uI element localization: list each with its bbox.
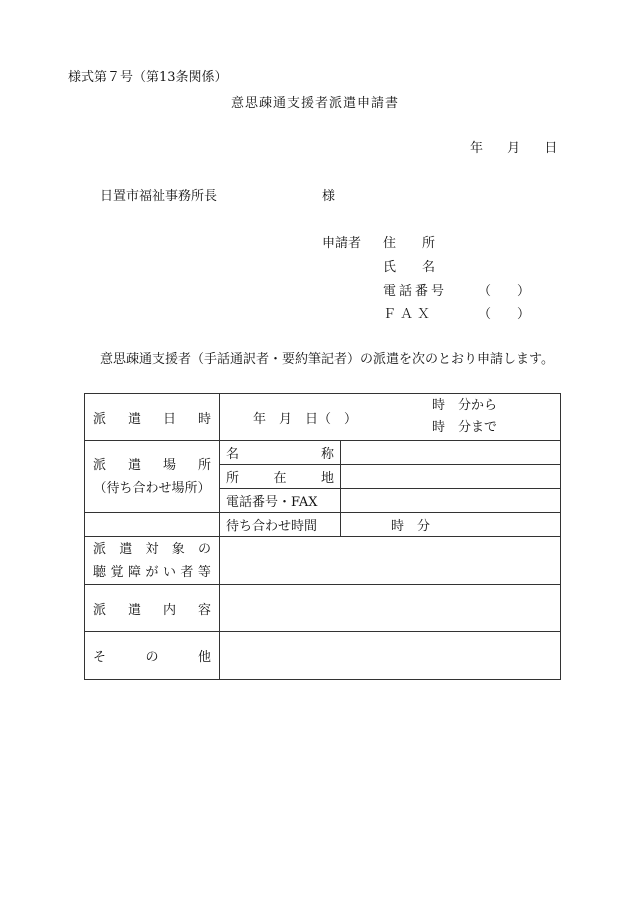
other-value-cell[interactable] [220,632,561,680]
name-label: 氏 名 [383,260,436,275]
meeting-time-value: 時 分 [391,519,431,534]
target-label-2: 聴 覚 障 が い 者 等 [93,564,211,580]
table-row-target [85,537,561,585]
date-day: 日 [544,141,558,156]
time-to: 時 分まで [432,420,498,435]
addressee: 日置市福祉事務所長 [100,189,218,204]
application-table [84,393,561,680]
date-line [470,137,557,156]
phone-paren: （ ） [478,284,531,299]
datetime-label-cell [85,394,220,441]
honorific: 様 [322,189,336,204]
location-sub-cell [220,465,341,489]
meeting-time-sub-cell [220,513,341,537]
name-sub-cell [220,441,341,465]
fax-label: ＦＡＸ [383,307,435,322]
datetime-label: 派 遣 日 時 [93,411,211,427]
document-title: 意思疎通支援者派遣申請書 [230,96,399,111]
fax-paren: （ ） [478,307,531,322]
form-number: 様式第７号（第13条関係） [68,70,228,85]
table-row-datetime [85,394,561,441]
phone-label: 電話番号 [383,284,448,299]
place-label-1: 派 遣 場 所 [93,457,211,473]
address-label: 住 所 [383,236,436,251]
table-row-other [85,632,561,680]
place-label-2: （待ち合わせ場所） [93,480,211,496]
table-row-content [85,585,561,632]
phone-fax-sub-cell [220,489,341,513]
name-value-cell[interactable] [341,441,561,465]
table-row-place-name [85,441,561,465]
date-cell: 年 月 日（ ） [252,411,357,427]
table-row-meeting-time [85,513,561,537]
name-sub: 名 称 [226,447,334,462]
place-label-cell [85,441,220,513]
location-value-cell[interactable] [341,465,561,489]
date-month: 月 [507,141,521,156]
content-label-cell [85,585,220,632]
other-label-cell [85,632,220,680]
intro-text: 意思疎通支援者（手話通訳者・要約筆記者）の派遣を次のとおり申請します。 [100,352,554,367]
content-label: 派 遣 内 容 [93,602,211,618]
target-label-1: 派 遣 対 象 の [93,541,211,557]
content-value-cell[interactable] [220,585,561,632]
location-sub: 所 在 地 [226,471,334,486]
time-range [390,395,560,439]
target-label-cell [85,537,220,585]
other-label: そ の 他 [93,650,211,665]
meeting-time-value-cell[interactable] [341,513,561,537]
datetime-value-cell[interactable] [220,394,561,441]
phone-fax-value-cell[interactable] [341,489,561,513]
meeting-time-sub: 待ち合わせ時間 [226,519,318,534]
applicant-label: 申請者 [322,236,362,251]
date-year: 年 [470,141,484,156]
phone-fax-sub: 電話番号・FAX [226,495,318,510]
time-from: 時 分から [432,398,498,413]
target-value-cell[interactable] [220,537,561,585]
meeting-blank-cell [85,513,220,537]
